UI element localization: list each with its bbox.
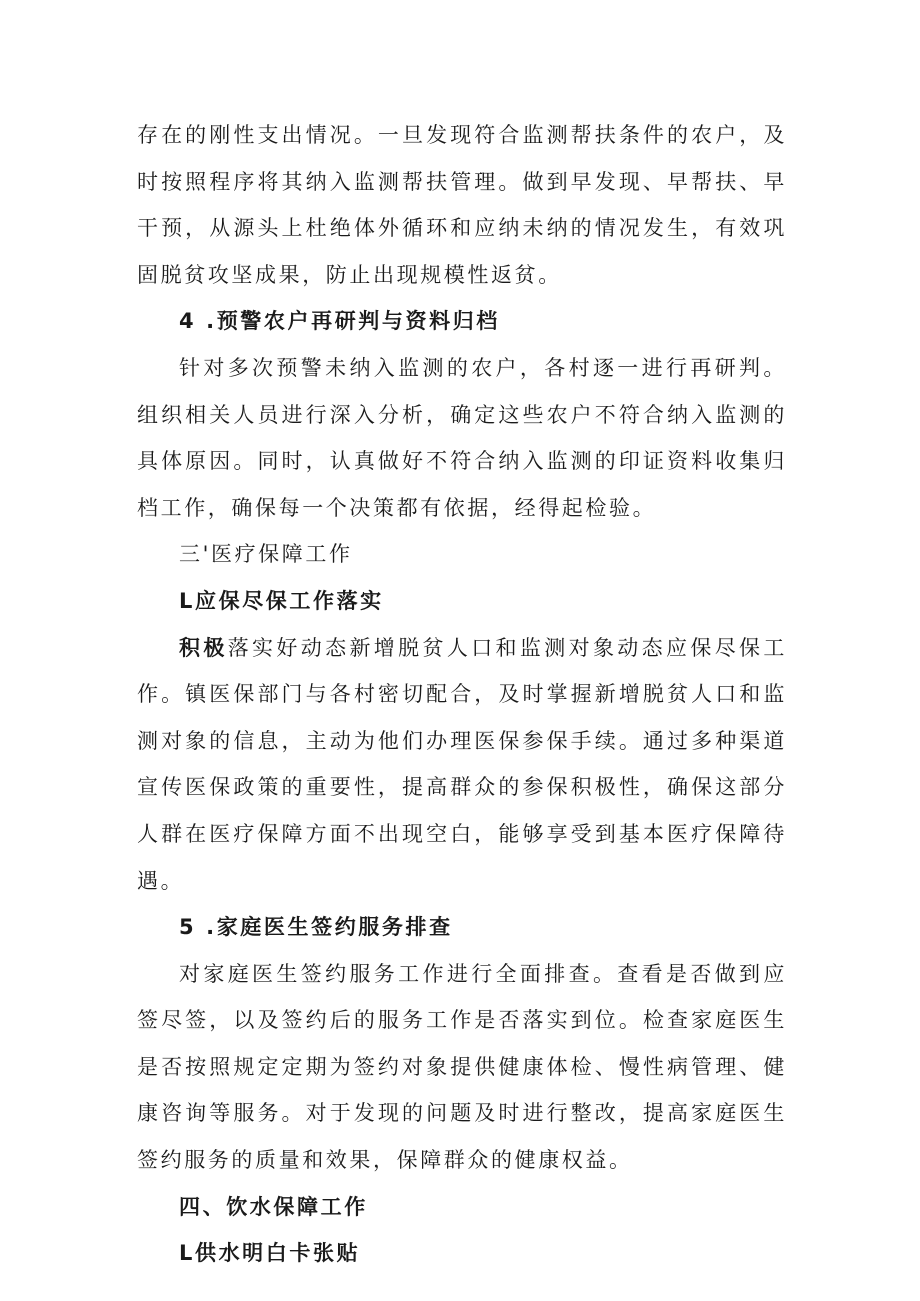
heading-family-doctor: 5 .家庭医生签约服务排查 — [179, 915, 453, 940]
section-heading-medical: 三'医疗保障工作 — [179, 542, 353, 567]
paragraph-lead-word: 积极 — [179, 635, 228, 660]
paragraph-family-doctor: 对家庭医生签约服务工作进行全面排查。查看是否做到应签尽签，以及签约后的服务工作是否落实到位。检查家庭医生是否按照规定定期为签约对象提供健康体检、慢性病管理、健康咨询等服务。对于发现的问题及时进行整改，提高家庭医生签约服务的质量和效果，保障群众的健康权益。 — [137, 961, 787, 1173]
heading-warning-review: 4 .预警农户再研判与资料归档 — [179, 309, 500, 334]
subheading-insurance-coverage: L应保尽保工作落实 — [179, 588, 384, 613]
paragraph-monitoring-continued: 存在的刚性支出情况。一旦发现符合监测帮扶条件的农户，及时按照程序将其纳入监测帮扶管理。做到早发现、早帮扶、早干预，从源头上杜绝体外循环和应纳未纳的情况发生，有效巩固脱贫攻坚成果，防止出现规模性返贫。 — [137, 123, 787, 287]
document-body — [137, 112, 787, 1277]
paragraph-insurance-coverage — [137, 625, 787, 905]
section-heading-water: 四、饮水保障工作 — [179, 1194, 368, 1219]
subheading-water-card: L供水明白卡张贴 — [179, 1241, 361, 1266]
paragraph-body-text: 落实好动态新增脱贫人口和监测对象动态应保尽保工作。镇医保部门与各村密切配合，及时掌握新增脱贫人口和监测对象的信息，主动为他们办理医保参保手续。通过多种渠道宣传医保政策的重要性，提高群众的参保积极性，确保这部分人群在医疗保障方面不出现空白，能够享受到基本医疗保障待遇。 — [137, 635, 787, 893]
paragraph-warning-review: 针对多次预警未纳入监测的农户，各村逐一进行再研判。组织相关人员进行深入分析，确定这些农户不符合纳入监测的具体原因。同时，认真做好不符合纳入监测的印证资料收集归档工作，确保每一个决策都有依据，经得起检验。 — [137, 355, 787, 520]
